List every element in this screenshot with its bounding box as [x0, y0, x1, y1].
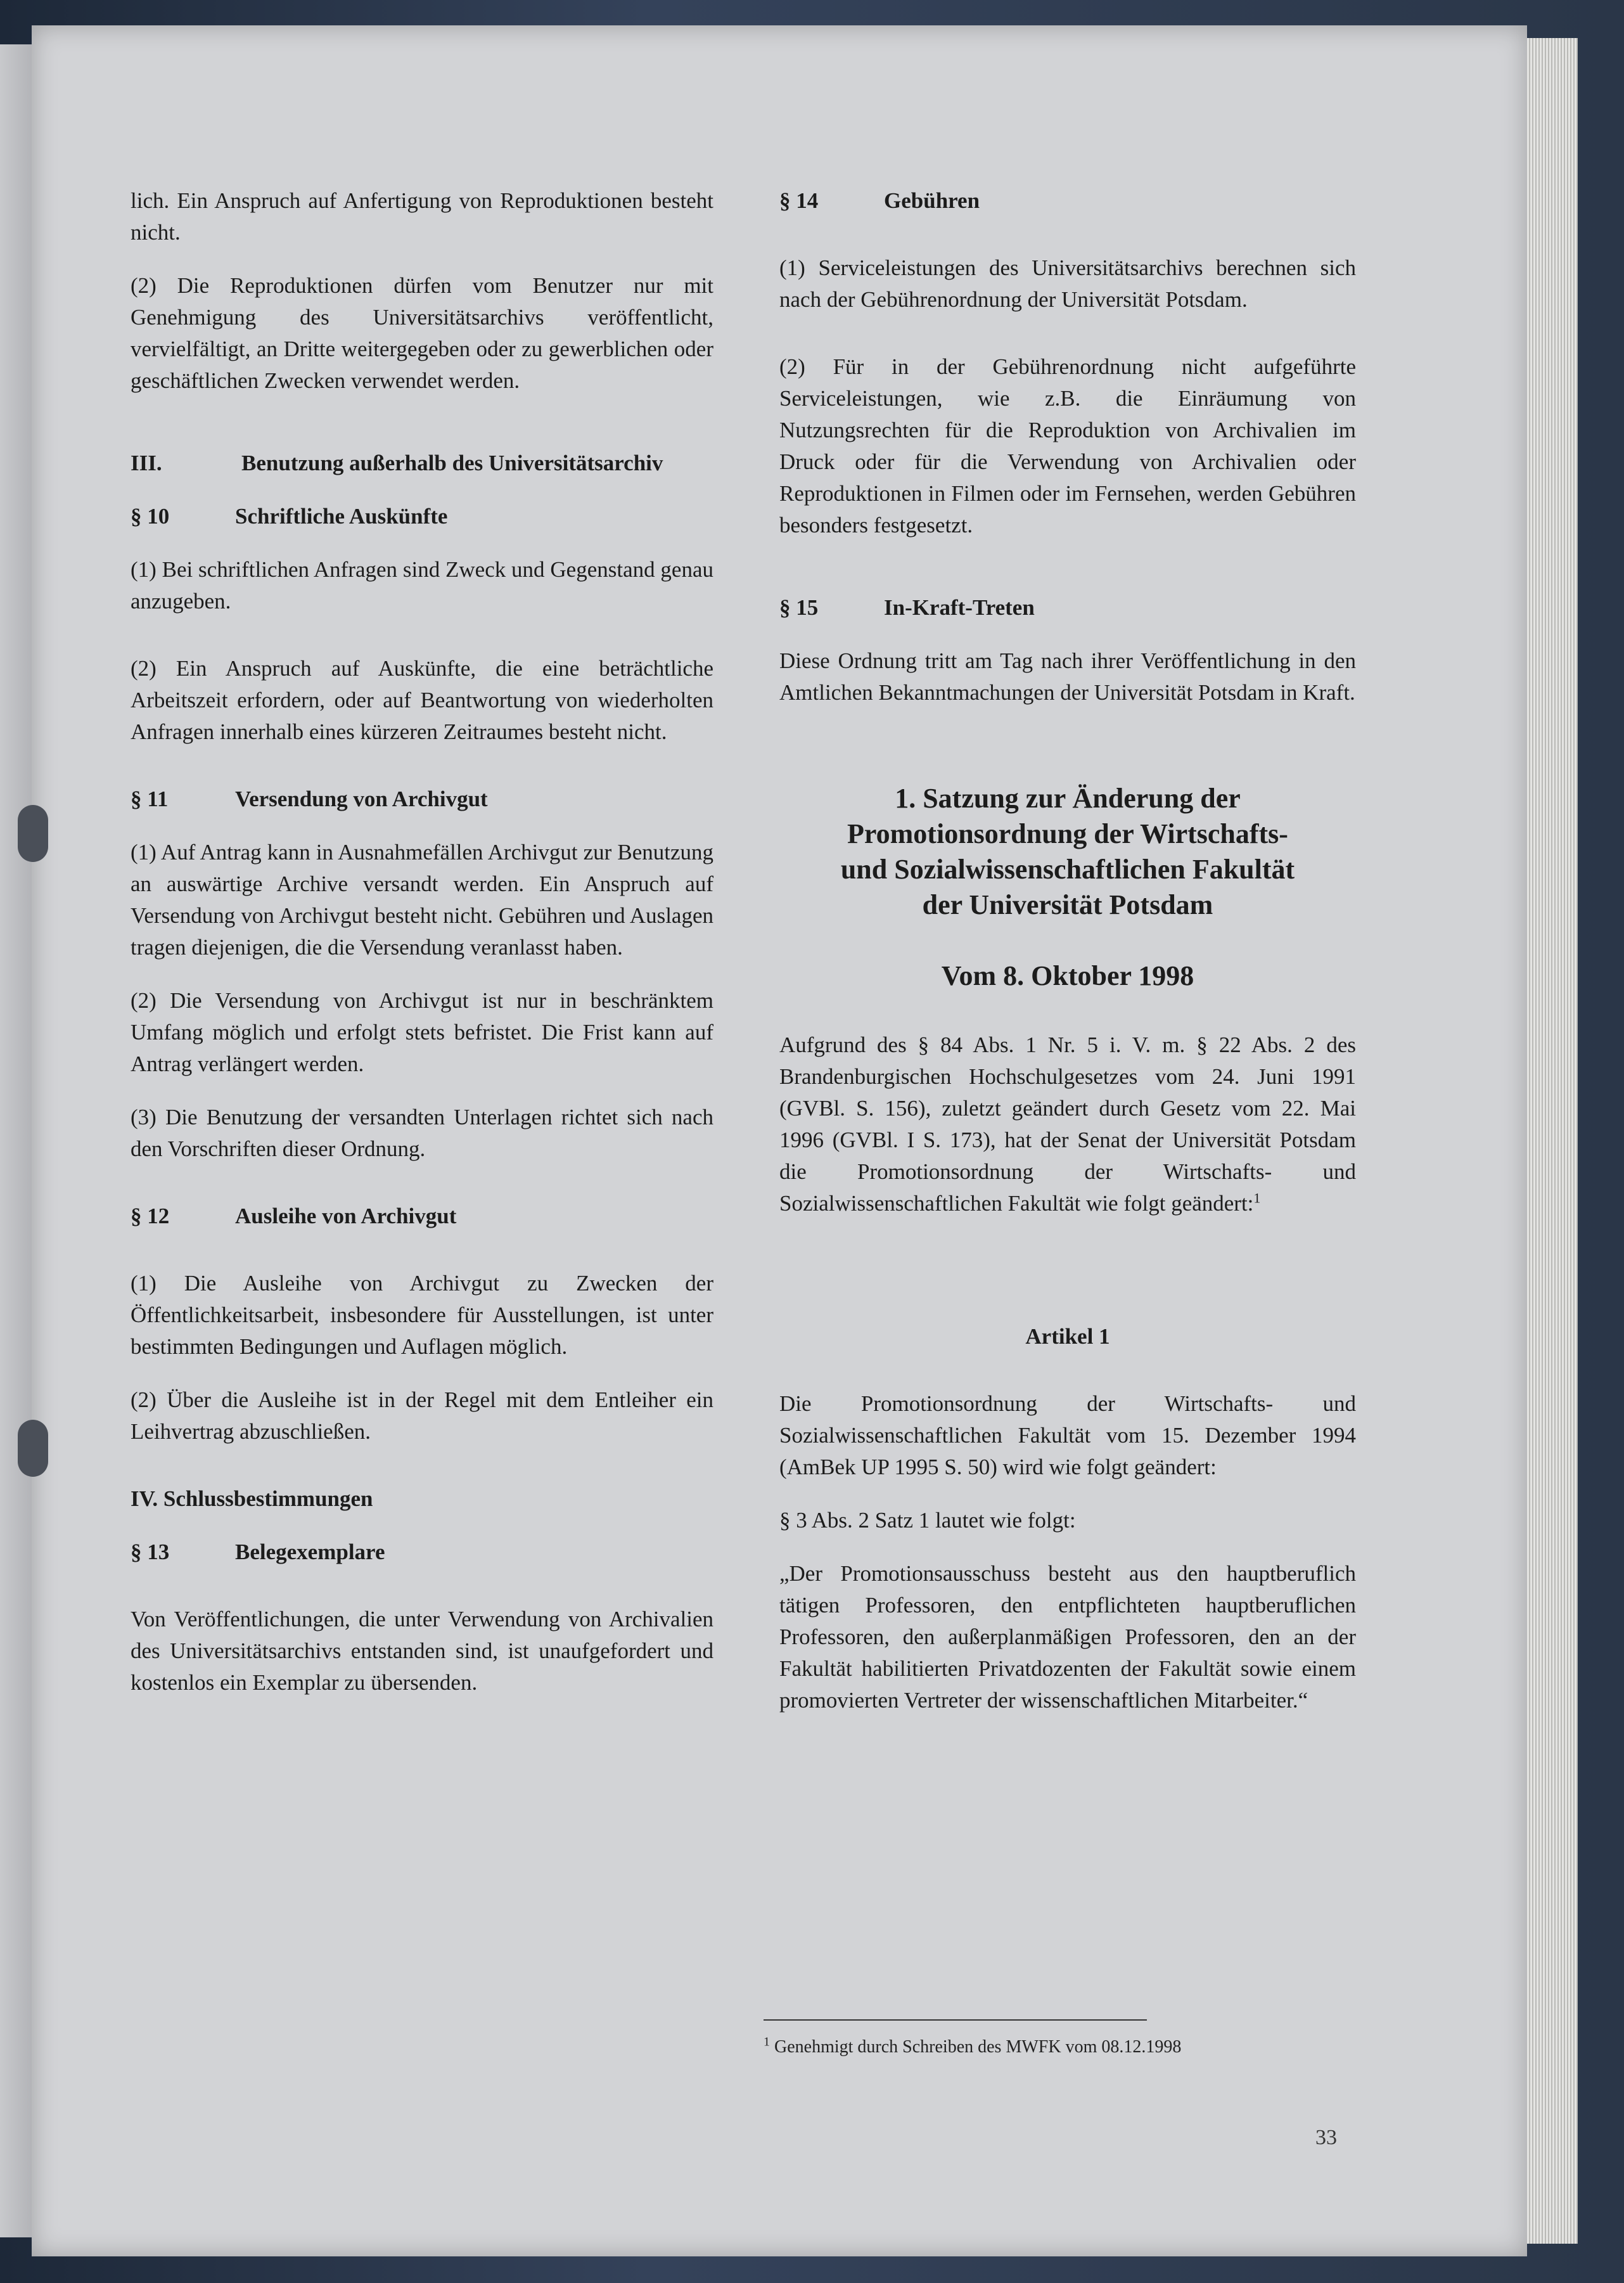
section-number: III.	[131, 451, 162, 475]
paragraph: § 3 Abs. 2 Satz 1 lautet wie folgt:	[779, 1508, 1076, 1533]
footnote-divider	[764, 2019, 1147, 2021]
paragraph: (2) Für in der Gebührenordnung nicht aufgeführte Serviceleistungen, wie z.B. die Einräumung von Nutzungsrechten für die Reproduktion von Archivalien im Druck oder für die Verwendung von Archivalien oder Reproduktionen in Filmen oder im Fernsehen, werden Gebühren besonders festgesetzt.	[779, 354, 1356, 537]
paragraph-number: § 15	[779, 595, 819, 620]
footnote-mark: 1	[764, 2035, 770, 2049]
section-title: Benutzung außerhalb des Universitätsarchiv	[241, 451, 663, 475]
paragraph-number: § 14	[779, 188, 819, 213]
paragraph: (2) Über die Ausleihe ist in der Regel mit dem Entleiher ein Leihvertrag abzuschließen.	[131, 1387, 713, 1444]
section-heading	[131, 447, 713, 479]
right-column	[779, 185, 1356, 1716]
footnote-text: Genehmigt durch Schreiben des MWFK vom 08.12.1998	[774, 2037, 1182, 2057]
paragraph-number: § 13	[131, 1540, 170, 1564]
paragraph-heading	[779, 185, 1356, 217]
paragraph-number: § 11	[131, 787, 169, 811]
paragraph-number: § 10	[131, 504, 170, 529]
footnote-ref: 1	[1253, 1190, 1261, 1206]
paragraph: (1) Die Ausleihe von Archivgut zu Zwecken der Öffentlichkeitsarbeit, insbesondere für Ausstellungen, ist unter bestimmten Bedingungen und Auflagen möglich.	[131, 1271, 713, 1359]
paragraph-title: In-Kraft-Treten	[884, 595, 1035, 620]
facing-page-edge	[0, 44, 32, 2237]
paragraph-title: Ausleihe von Archivgut	[235, 1204, 457, 1228]
paragraph-title: Schriftliche Auskünfte	[235, 504, 448, 529]
binder-ring-icon	[18, 1420, 48, 1477]
paragraph: (2) Ein Anspruch auf Auskünfte, die eine beträchtliche Arbeitszeit erfordern, oder auf Beantwortung von wiederholten Anfragen innerhalb eines kürzeren Zeitraumes besteht nicht.	[131, 656, 713, 744]
title-line: Promotionsordnung der Wirtschafts-	[847, 818, 1288, 849]
paragraph-number: § 12	[131, 1204, 170, 1228]
paragraph-heading	[131, 783, 713, 815]
preamble-text: Aufgrund des § 84 Abs. 1 Nr. 5 i. V. m. § 22 Abs. 2 des Brandenburgischen Hochschulgesetzes vom 24. Juni 1991 (GVBl. S. 156), zuletzt geändert durch Gesetz vom 22. Mai 1996 (GVBl. I S. 173), hat der Senat der Universität Potsdam die Promotionsordnung der Wirtschafts- und Sozialwissenschaftlichen Fakultät wie folgt geändert:	[779, 1032, 1356, 1216]
paragraph: (3) Die Benutzung der versandten Unterlagen richtet sich nach den Vorschriften dieser Ordnung.	[131, 1105, 713, 1161]
paragraph-title: Versendung von Archivgut	[235, 787, 488, 811]
page-number: 33	[1315, 2126, 1337, 2149]
paragraph	[779, 1029, 1356, 1219]
section-heading: IV. Schlussbestimmungen	[131, 1486, 373, 1511]
paragraph-title: Belegexemplare	[235, 1540, 385, 1564]
binder-ring-icon	[18, 805, 48, 862]
paragraph-heading	[779, 592, 1356, 624]
title-line: 1. Satzung zur Änderung der	[895, 783, 1241, 814]
paragraph: (1) Serviceleistungen des Universitätsarchivs berechnen sich nach der Gebührenordnung der Universität Potsdam.	[779, 255, 1356, 312]
paragraph: (1) Auf Antrag kann in Ausnahmefällen Archivgut zur Benutzung an auswärtige Archive versandt werden. Ein Anspruch auf Versendung von Archivgut besteht nicht. Gebühren und Auslagen tragen diejenigen, die die Versendung veranlasst haben.	[131, 840, 713, 960]
footnote	[764, 2035, 1334, 2060]
paragraph: (1) Bei schriftlichen Anfragen sind Zweck und Gegenstand genau anzugeben.	[131, 557, 713, 614]
paragraph: Von Veröffentlichungen, die unter Verwendung von Archivalien des Universitätsarchivs entstanden sind, ist unaufgefordert und kostenlos ein Exemplar zu übersenden.	[131, 1607, 713, 1695]
paragraph: (2) Die Reproduktionen dürfen vom Benutzer nur mit Genehmigung des Universitätsarchivs veröffentlicht, vervielfältigt, an Dritte weitergegeben oder zu gewerblichen oder geschäftlichen Zwecken verwendet werden.	[131, 273, 713, 393]
paragraph-heading	[131, 1536, 713, 1568]
title-line: der Universität Potsdam	[922, 889, 1213, 920]
left-column	[131, 185, 713, 1699]
paragraph: „Der Promotionsausschuss besteht aus den hauptberuflich tätigen Professoren, den entpflichteten hauptberuflichen Professoren, den außerplanmäßigen Professoren, den an der Fakultät habilitierten Privatdozenten der Fakultät sowie einem promovierten Vertreter der wissenschaftlichen Mitarbeiter.“	[779, 1561, 1356, 1713]
page-stack-edge	[1527, 38, 1578, 2244]
paragraph: (2) Die Versendung von Archivgut ist nur in beschränktem Umfang möglich und erfolgt stets befristet. Die Frist kann auf Antrag verlängert werden.	[131, 988, 713, 1076]
paragraph-heading	[131, 1200, 713, 1232]
paragraph: Die Promotionsordnung der Wirtschafts- und Sozialwissenschaftlichen Fakultät vom 15. Dezember 1994 (AmBek UP 1995 S. 50) wird wie folgt geändert:	[779, 1391, 1356, 1479]
document-date: Vom 8. Oktober 1998	[941, 960, 1194, 991]
article-heading: Artikel 1	[1025, 1324, 1110, 1349]
title-line: und Sozialwissenschaftlichen Fakultät	[840, 854, 1295, 885]
paragraph-heading	[131, 501, 713, 532]
paragraph-title: Gebühren	[884, 188, 980, 213]
document-title	[779, 781, 1356, 923]
paragraph: Diese Ordnung tritt am Tag nach ihrer Veröffentlichung in den Amtlichen Bekanntmachungen der Universität Potsdam in Kraft.	[779, 648, 1356, 705]
paragraph: lich. Ein Anspruch auf Anfertigung von Reproduktionen besteht nicht.	[131, 188, 713, 245]
